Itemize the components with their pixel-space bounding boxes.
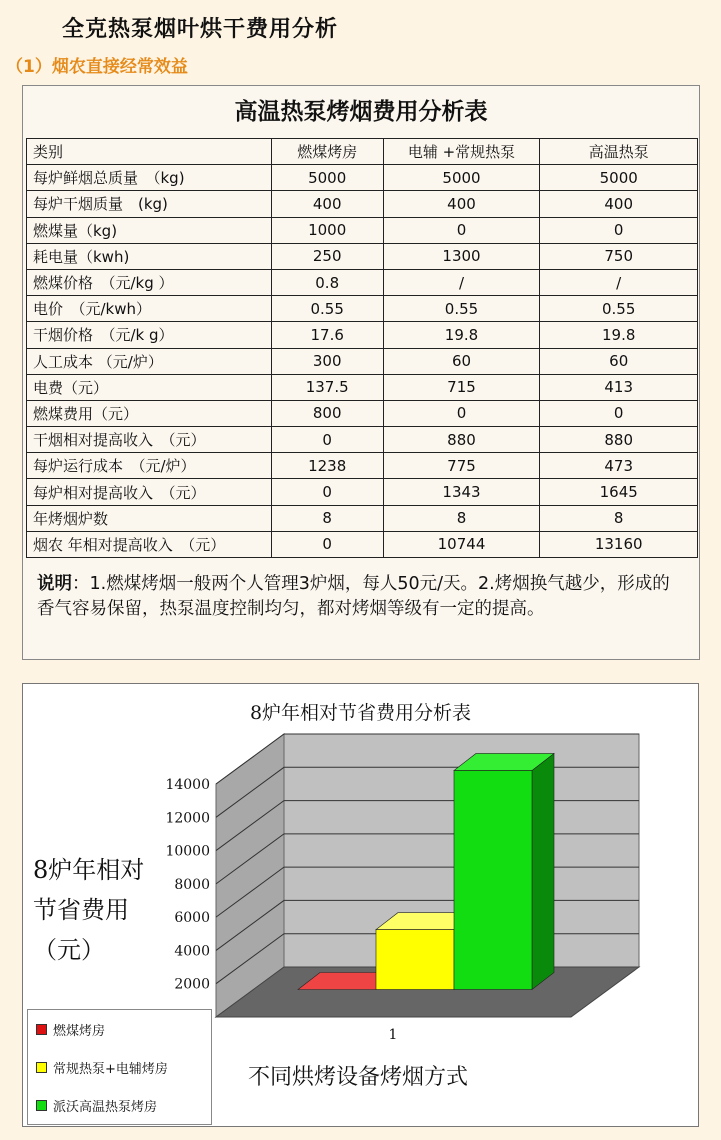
table-cell: 250 bbox=[271, 243, 383, 269]
table-cell: 137.5 bbox=[271, 374, 383, 400]
table-cell: / bbox=[383, 269, 540, 295]
table-cell: 5000 bbox=[271, 165, 383, 191]
table-cell: 413 bbox=[540, 374, 698, 400]
row-label: 人工成本 （元/炉） bbox=[27, 348, 272, 374]
row-label: 燃煤费用（元） bbox=[27, 400, 272, 426]
row-label: 每炉干烟质量 (kg) bbox=[27, 191, 272, 217]
table-cell: 0 bbox=[383, 217, 540, 243]
table-cell: 1645 bbox=[540, 479, 698, 505]
y-tick-label: 14000 bbox=[165, 777, 210, 793]
table-cell: 17.6 bbox=[271, 322, 383, 348]
row-label: 每炉运行成本 （元/炉） bbox=[27, 453, 272, 479]
table-row bbox=[27, 191, 698, 217]
y-tick-label: 10000 bbox=[165, 843, 210, 860]
header-high-temp-heatpump: 高温热泵 bbox=[540, 139, 698, 165]
cost-analysis-table-panel bbox=[22, 85, 700, 660]
row-label: 每炉相对提高收入 （元） bbox=[27, 479, 272, 505]
bar bbox=[376, 930, 454, 990]
header-category: 类别 bbox=[27, 139, 272, 165]
table-cell: 300 bbox=[271, 348, 383, 374]
table-row bbox=[27, 374, 698, 400]
row-label: 燃煤价格 （元/kg ） bbox=[27, 269, 272, 295]
row-label: 年烤烟炉数 bbox=[27, 505, 272, 531]
table-cell: 19.8 bbox=[540, 322, 698, 348]
table-row bbox=[27, 269, 698, 295]
table-cell: 750 bbox=[540, 243, 698, 269]
y-tick-label: 6000 bbox=[174, 910, 210, 927]
table-cell: 0 bbox=[540, 217, 698, 243]
table-row bbox=[27, 479, 698, 505]
header-coal: 燃煤烤房 bbox=[271, 139, 383, 165]
page-title: 全克热泵烟叶烘干费用分析 bbox=[62, 17, 339, 42]
table-row bbox=[27, 165, 698, 191]
table-cell: 400 bbox=[271, 191, 383, 217]
table-cell: 880 bbox=[383, 427, 540, 453]
table-cell: / bbox=[540, 269, 698, 295]
table-cell: 13160 bbox=[540, 531, 698, 557]
legend-item bbox=[36, 1020, 105, 1039]
table-cell: 880 bbox=[540, 427, 698, 453]
section-title: （1）烟农直接经常效益 bbox=[6, 57, 188, 77]
table-row bbox=[27, 505, 698, 531]
table-cell: 0.55 bbox=[271, 296, 383, 322]
header-conventional-heatpump: 电辅 +常规热泵 bbox=[383, 139, 540, 165]
table-cell: 775 bbox=[383, 453, 540, 479]
table-cell: 0 bbox=[271, 531, 383, 557]
table-cell: 8 bbox=[540, 505, 698, 531]
table-cell: 5000 bbox=[383, 165, 540, 191]
table-cell: 10744 bbox=[383, 531, 540, 557]
y-tick-label: 12000 bbox=[165, 810, 210, 827]
table-cell: 715 bbox=[383, 374, 540, 400]
table-row bbox=[27, 243, 698, 269]
row-label: 电价 （元/kwh） bbox=[27, 296, 272, 322]
table-cell: 0 bbox=[383, 400, 540, 426]
table-row bbox=[27, 217, 698, 243]
y-tick-label: 4000 bbox=[174, 943, 210, 960]
bar-side bbox=[532, 753, 554, 989]
bar bbox=[454, 770, 532, 989]
table-header-row bbox=[27, 139, 698, 165]
table-cell: 0.8 bbox=[271, 269, 383, 295]
table-cell: 1343 bbox=[383, 479, 540, 505]
table-note bbox=[37, 572, 687, 622]
table-row bbox=[27, 400, 698, 426]
table-cell: 0 bbox=[540, 400, 698, 426]
chart-x-label: 不同烘烤设备烤烟方式 bbox=[248, 1065, 469, 1090]
note-text: ：1.燃煤烤烟一般两个人管理3炉烟，每人50元/天。2.烤烟换气越少，形成的香气容易保留，热泵温度控制均匀，都对烤烟等级有一定的提高。 bbox=[37, 574, 670, 619]
table-cell: 0 bbox=[271, 479, 383, 505]
legend-label: 派沃高温热泵烤房 bbox=[53, 1100, 158, 1115]
table-cell: 8 bbox=[383, 505, 540, 531]
row-label: 每炉鲜烟总质量 （kg) bbox=[27, 165, 272, 191]
chart-legend bbox=[27, 1009, 212, 1125]
table-row bbox=[27, 296, 698, 322]
y-tick-label: 8000 bbox=[174, 876, 210, 893]
table-row bbox=[27, 427, 698, 453]
row-label: 干烟相对提高收入 （元） bbox=[27, 427, 272, 453]
table-caption: 高温热泵烤烟费用分析表 bbox=[234, 99, 488, 125]
table-cell: 0.55 bbox=[540, 296, 698, 322]
table-cell: 800 bbox=[271, 400, 383, 426]
chart-y-label: 8炉年相对节省费用（元） bbox=[33, 856, 145, 964]
table-row bbox=[27, 453, 698, 479]
x-tick-label: 1 bbox=[388, 1027, 398, 1043]
legend-swatch bbox=[36, 1100, 47, 1111]
row-label: 燃煤量（kg) bbox=[27, 217, 272, 243]
table-cell: 5000 bbox=[540, 165, 698, 191]
table-cell: 60 bbox=[383, 348, 540, 374]
legend-swatch bbox=[36, 1024, 47, 1035]
table-cell: 0 bbox=[271, 427, 383, 453]
legend-swatch bbox=[36, 1062, 47, 1073]
table-cell: 0.55 bbox=[383, 296, 540, 322]
table-cell: 473 bbox=[540, 453, 698, 479]
legend-item bbox=[36, 1096, 157, 1115]
row-label: 电费（元） bbox=[27, 374, 272, 400]
table-row bbox=[27, 531, 698, 557]
row-label: 干烟价格 （元/k g） bbox=[27, 322, 272, 348]
table-cell: 1000 bbox=[271, 217, 383, 243]
row-label: 烟农 年相对提高收入 （元） bbox=[27, 531, 272, 557]
table-cell: 60 bbox=[540, 348, 698, 374]
table-cell: 400 bbox=[383, 191, 540, 217]
legend-label: 常规热泵+电辅烤房 bbox=[53, 1062, 168, 1077]
legend-item bbox=[36, 1058, 168, 1077]
note-label: 说明 bbox=[37, 574, 72, 594]
y-tick-label: 2000 bbox=[174, 976, 210, 993]
table-row bbox=[27, 348, 698, 374]
savings-chart bbox=[22, 683, 699, 1127]
table-row bbox=[27, 322, 698, 348]
chart-title: 8炉年相对节省费用分析表 bbox=[249, 702, 472, 724]
legend-label: 燃煤烤房 bbox=[53, 1024, 106, 1039]
table-cell: 8 bbox=[271, 505, 383, 531]
table-cell: 400 bbox=[540, 191, 698, 217]
table-cell: 1300 bbox=[383, 243, 540, 269]
row-label: 耗电量（kwh) bbox=[27, 243, 272, 269]
table-cell: 19.8 bbox=[383, 322, 540, 348]
cost-analysis-table bbox=[26, 138, 698, 558]
table-cell: 1238 bbox=[271, 453, 383, 479]
